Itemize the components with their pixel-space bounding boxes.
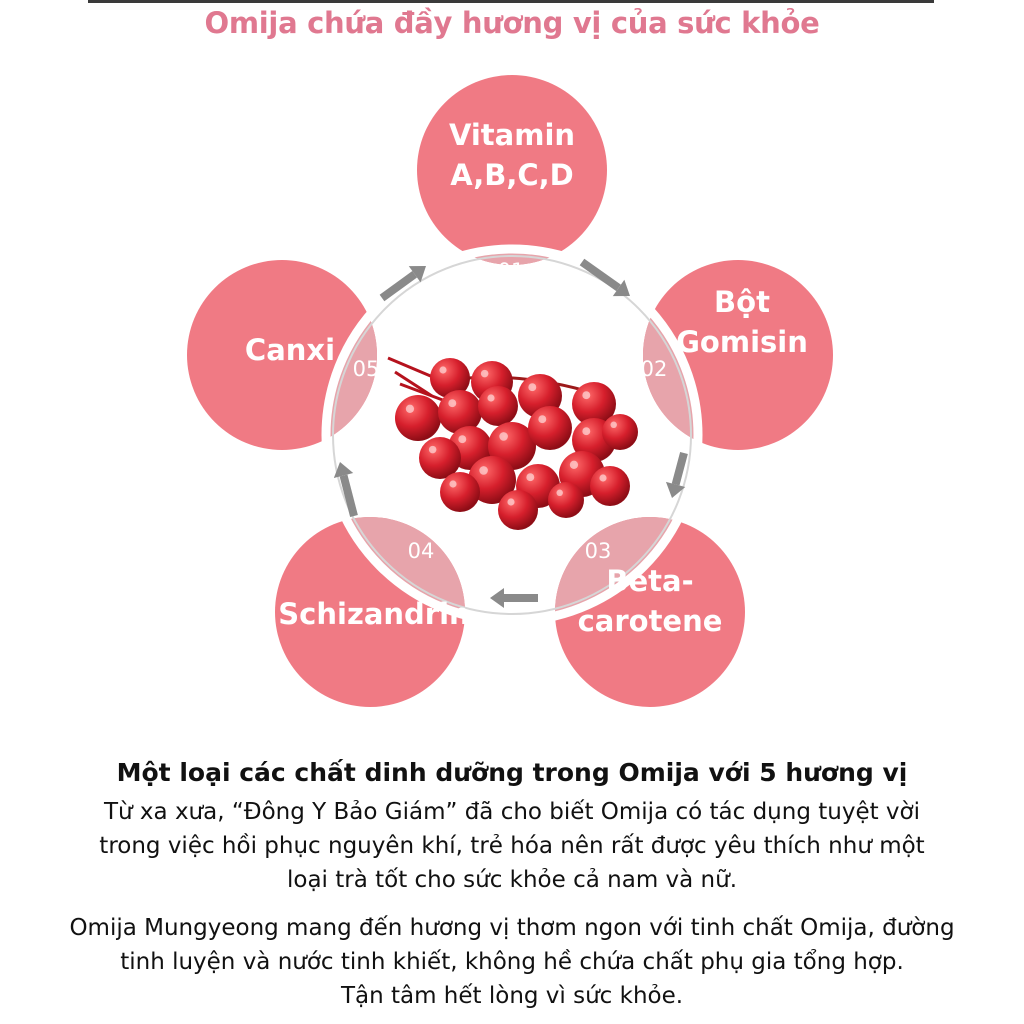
nutrient-label-02: Gomisin [676, 325, 808, 359]
cycle-arrow-3 [490, 588, 538, 608]
product-paragraph [0, 911, 1024, 1013]
nutrient-label-03: Beta- [606, 564, 694, 598]
nutrient-label-03: carotene [577, 604, 723, 638]
intro-paragraph [0, 795, 1024, 897]
paragraph-line: trong việc hồi phục nguyên khí, trẻ hóa nên rất được yêu thích như một [99, 833, 925, 859]
paragraph-line: Omija Mungyeong mang đến hương vị thơm ngon với tinh chất Omija, đường [69, 915, 955, 941]
paragraph-line: loại trà tốt cho sức khỏe cả nam và nữ. [286, 867, 738, 893]
step-number-02: 02 [640, 357, 668, 381]
omija-berries-image [388, 358, 638, 530]
step-number-05: 05 [352, 357, 380, 381]
page-title: Omija chứa đầy hương vị của sức khỏe [204, 6, 820, 40]
paragraph-line: tinh luyện và nước tinh khiết, không hề chứa chất phụ gia tổng hợp. [120, 949, 904, 975]
cycle-arrow-1 [582, 262, 630, 296]
paragraph-line: Tận tâm hết lòng vì sức khỏe. [340, 983, 684, 1009]
nutrient-label-02: Bột [714, 285, 770, 319]
step-number-01: 01 [497, 259, 525, 283]
nutrient-label-01: A,B,C,D [450, 158, 574, 192]
paragraph-line: Từ xa xưa, “Đông Y Bảo Giám” đã cho biết Omija có tác dụng tuyệt vời [103, 799, 920, 825]
nutrient-label-05: Canxi [244, 333, 336, 367]
step-number-04: 04 [407, 539, 435, 563]
section-title: Một loại các chất dinh dưỡng trong Omija với 5 hương vị [116, 758, 908, 787]
nutrient-label-04: Schizandrin [278, 597, 470, 631]
step-number-03: 03 [584, 539, 612, 563]
nutrient-label-01: Vitamin [448, 118, 576, 152]
